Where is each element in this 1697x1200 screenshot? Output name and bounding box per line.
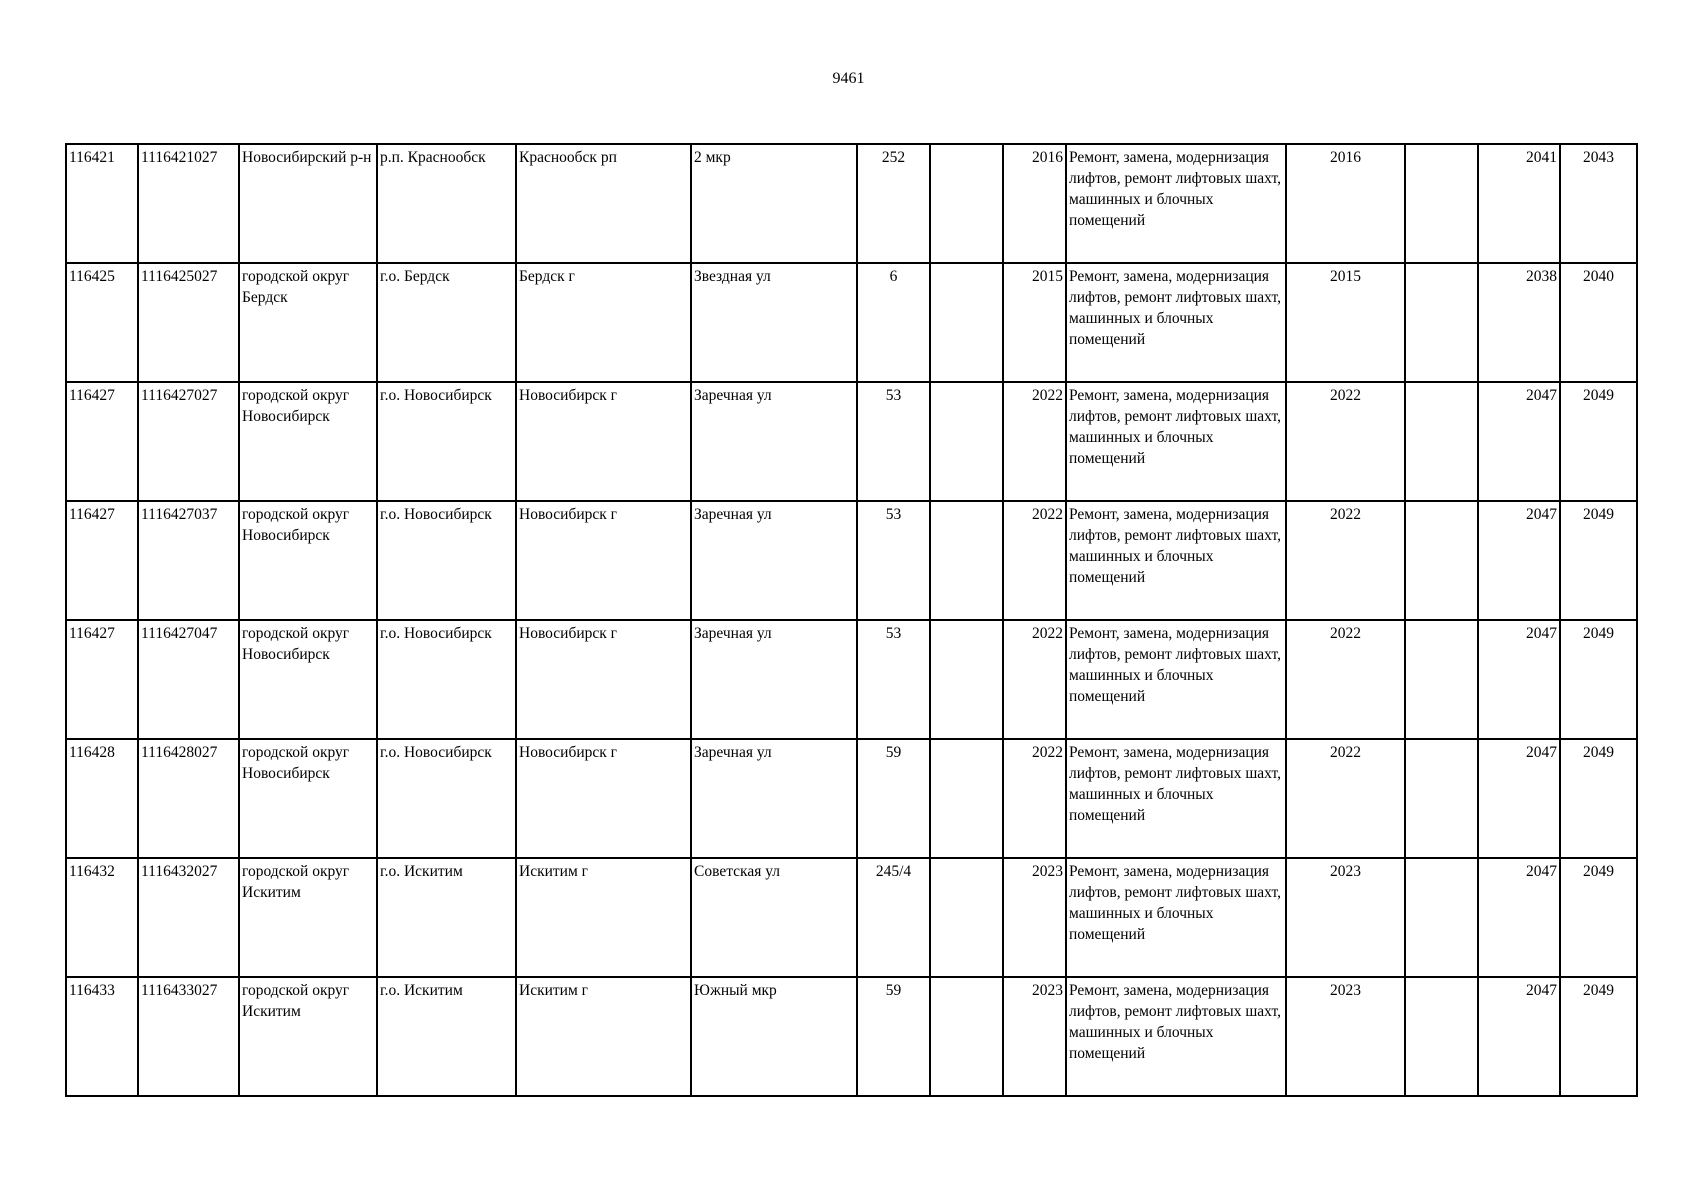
house-number-cell: 252 xyxy=(857,144,930,263)
street-cell: Заречная ул xyxy=(691,382,857,501)
district-cell: городской округ Новосибирск xyxy=(239,739,377,858)
year-cell: 2016 xyxy=(1003,144,1066,263)
empty-cell xyxy=(930,620,1003,739)
year-cell: 2022 xyxy=(1003,501,1066,620)
table-row xyxy=(66,620,1637,739)
locality-cell: Бердск г xyxy=(516,263,691,382)
code-cell: 1116427027 xyxy=(138,382,239,501)
code-cell: 1116421027 xyxy=(138,144,239,263)
code-cell: 1116427047 xyxy=(138,620,239,739)
municipality-cell: г.о. Новосибирск xyxy=(377,739,516,858)
empty-cell xyxy=(1405,620,1478,739)
final-year-cell: 2043 xyxy=(1560,144,1637,263)
street-cell: Заречная ул xyxy=(691,501,857,620)
empty-cell xyxy=(930,501,1003,620)
work-year-cell: 2022 xyxy=(1286,620,1405,739)
final-year-cell: 2049 xyxy=(1560,858,1637,977)
empty-cell xyxy=(930,382,1003,501)
code-cell: 1116433027 xyxy=(138,977,239,1096)
table-body xyxy=(66,144,1637,1096)
code-cell: 1116432027 xyxy=(138,858,239,977)
table-row xyxy=(66,501,1637,620)
table-row xyxy=(66,144,1637,263)
year-cell: 2023 xyxy=(1003,977,1066,1096)
municipality-cell: г.о. Искитим xyxy=(377,977,516,1096)
code-cell: 1116428027 xyxy=(138,739,239,858)
district-cell: Новосибирский р-н xyxy=(239,144,377,263)
table-row xyxy=(66,382,1637,501)
table-row xyxy=(66,739,1637,858)
work-type-cell: Ремонт, замена, модернизация лифтов, ремонт лифтовых шахт, машинных и блочных помещений xyxy=(1066,977,1286,1096)
work-type-cell: Ремонт, замена, модернизация лифтов, ремонт лифтовых шахт, машинных и блочных помещений xyxy=(1066,501,1286,620)
year-cell: 2022 xyxy=(1003,739,1066,858)
final-year-cell: 2049 xyxy=(1560,382,1637,501)
street-cell: Южный мкр xyxy=(691,977,857,1096)
locality-cell: Новосибирск г xyxy=(516,501,691,620)
id-cell: 116421 xyxy=(66,144,138,263)
house-number-cell: 245/4 xyxy=(857,858,930,977)
year-cell: 2022 xyxy=(1003,382,1066,501)
empty-cell xyxy=(1405,382,1478,501)
work-year-cell: 2022 xyxy=(1286,382,1405,501)
final-year-cell: 2049 xyxy=(1560,977,1637,1096)
work-type-cell: Ремонт, замена, модернизация лифтов, ремонт лифтовых шахт, машинных и блочных помещений xyxy=(1066,382,1286,501)
district-cell: городской округ Бердск xyxy=(239,263,377,382)
code-cell: 1116427037 xyxy=(138,501,239,620)
municipality-cell: г.о. Бердск xyxy=(377,263,516,382)
year-cell: 2015 xyxy=(1003,263,1066,382)
work-type-cell: Ремонт, замена, модернизация лифтов, ремонт лифтовых шахт, машинных и блочных помещений xyxy=(1066,620,1286,739)
id-cell: 116433 xyxy=(66,977,138,1096)
locality-cell: Искитим г xyxy=(516,858,691,977)
id-cell: 116427 xyxy=(66,501,138,620)
municipality-cell: г.о. Новосибирск xyxy=(377,620,516,739)
final-year-cell: 2049 xyxy=(1560,620,1637,739)
locality-cell: Новосибирск г xyxy=(516,739,691,858)
register-table xyxy=(65,143,1638,1097)
work-year-cell: 2022 xyxy=(1286,739,1405,858)
table-row xyxy=(66,858,1637,977)
locality-cell: Новосибирск г xyxy=(516,382,691,501)
final-year-cell: 2049 xyxy=(1560,739,1637,858)
next-year-cell: 2047 xyxy=(1478,977,1560,1096)
street-cell: Заречная ул xyxy=(691,739,857,858)
empty-cell xyxy=(1405,977,1478,1096)
work-type-cell: Ремонт, замена, модернизация лифтов, ремонт лифтовых шахт, машинных и блочных помещений xyxy=(1066,739,1286,858)
house-number-cell: 53 xyxy=(857,501,930,620)
code-cell: 1116425027 xyxy=(138,263,239,382)
street-cell: Заречная ул xyxy=(691,620,857,739)
locality-cell: Новосибирск г xyxy=(516,620,691,739)
id-cell: 116427 xyxy=(66,620,138,739)
empty-cell xyxy=(930,263,1003,382)
house-number-cell: 53 xyxy=(857,382,930,501)
final-year-cell: 2040 xyxy=(1560,263,1637,382)
house-number-cell: 53 xyxy=(857,620,930,739)
municipality-cell: г.о. Новосибирск xyxy=(377,382,516,501)
empty-cell xyxy=(1405,263,1478,382)
house-number-cell: 59 xyxy=(857,977,930,1096)
id-cell: 116425 xyxy=(66,263,138,382)
district-cell: городской округ Новосибирск xyxy=(239,620,377,739)
locality-cell: Искитим г xyxy=(516,977,691,1096)
house-number-cell: 6 xyxy=(857,263,930,382)
id-cell: 116432 xyxy=(66,858,138,977)
empty-cell xyxy=(1405,501,1478,620)
id-cell: 116428 xyxy=(66,739,138,858)
id-cell: 116427 xyxy=(66,382,138,501)
next-year-cell: 2047 xyxy=(1478,620,1560,739)
table-row xyxy=(66,977,1637,1096)
empty-cell xyxy=(1405,858,1478,977)
year-cell: 2022 xyxy=(1003,620,1066,739)
work-year-cell: 2022 xyxy=(1286,501,1405,620)
next-year-cell: 2038 xyxy=(1478,263,1560,382)
work-year-cell: 2023 xyxy=(1286,858,1405,977)
next-year-cell: 2047 xyxy=(1478,858,1560,977)
work-type-cell: Ремонт, замена, модернизация лифтов, ремонт лифтовых шахт, машинных и блочных помещений xyxy=(1066,858,1286,977)
empty-cell xyxy=(1405,739,1478,858)
district-cell: городской округ Новосибирск xyxy=(239,382,377,501)
final-year-cell: 2049 xyxy=(1560,501,1637,620)
work-year-cell: 2015 xyxy=(1286,263,1405,382)
district-cell: городской округ Искитим xyxy=(239,858,377,977)
next-year-cell: 2047 xyxy=(1478,382,1560,501)
page-number: 9461 xyxy=(832,70,865,87)
house-number-cell: 59 xyxy=(857,739,930,858)
next-year-cell: 2047 xyxy=(1478,501,1560,620)
municipality-cell: р.п. Краснообск xyxy=(377,144,516,263)
locality-cell: Краснообск рп xyxy=(516,144,691,263)
empty-cell xyxy=(930,739,1003,858)
empty-cell xyxy=(930,858,1003,977)
next-year-cell: 2041 xyxy=(1478,144,1560,263)
next-year-cell: 2047 xyxy=(1478,739,1560,858)
empty-cell xyxy=(930,977,1003,1096)
municipality-cell: г.о. Новосибирск xyxy=(377,501,516,620)
district-cell: городской округ Новосибирск xyxy=(239,501,377,620)
street-cell: Звездная ул xyxy=(691,263,857,382)
empty-cell xyxy=(1405,144,1478,263)
work-type-cell: Ремонт, замена, модернизация лифтов, ремонт лифтовых шахт, машинных и блочных помещений xyxy=(1066,263,1286,382)
table-row xyxy=(66,263,1637,382)
year-cell: 2023 xyxy=(1003,858,1066,977)
empty-cell xyxy=(930,144,1003,263)
municipality-cell: г.о. Искитим xyxy=(377,858,516,977)
work-year-cell: 2023 xyxy=(1286,977,1405,1096)
street-cell: Советская ул xyxy=(691,858,857,977)
street-cell: 2 мкр xyxy=(691,144,857,263)
work-type-cell: Ремонт, замена, модернизация лифтов, ремонт лифтовых шахт, машинных и блочных помещений xyxy=(1066,144,1286,263)
work-year-cell: 2016 xyxy=(1286,144,1405,263)
district-cell: городской округ Искитим xyxy=(239,977,377,1096)
